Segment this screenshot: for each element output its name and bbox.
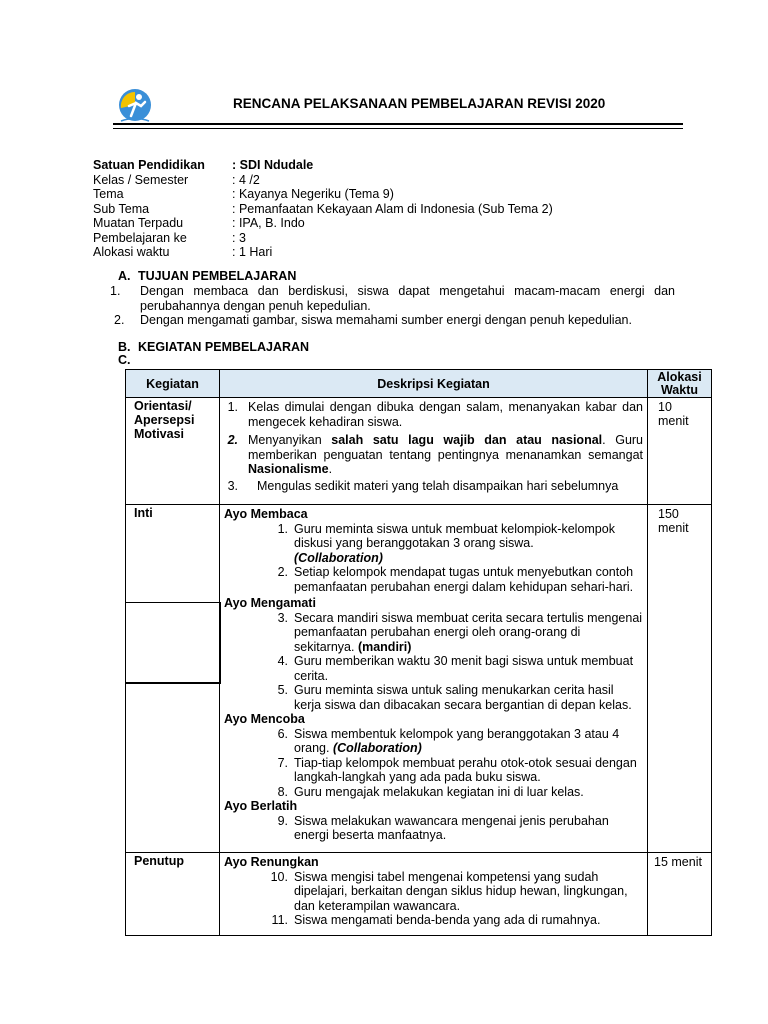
identity-row [93,158,553,173]
item-text: Menyanyikan [248,433,332,447]
identity-row [93,245,553,260]
section-b-title: KEGIATAN PEMBELAJARAN [138,340,310,354]
item-number: 2. [227,433,238,447]
identity-label: Pembelajaran ke [93,230,187,245]
identity-row [93,216,553,231]
empty-subcell [125,662,221,683]
item-text: Siswa membentuk kelompok yang beranggotakan 3 atau 4 orang. [294,726,620,755]
list-item [224,870,643,914]
alokasi-value: 15 menit [654,855,702,869]
item-number: 1. [277,521,288,536]
list-item [224,522,643,566]
identity-label: Muatan Terpadu [93,216,184,230]
identity-row [93,187,553,202]
item-number: 10. [270,869,288,884]
header-deskripsi: Deskripsi Kegiatan [220,370,648,398]
list-item [224,433,643,477]
list-item [224,785,643,800]
subsection-title: Ayo Renungkan [224,855,319,869]
table-row-penutup [126,853,712,936]
alokasi-value: 10 menit [658,400,689,428]
kegiatan-label: Penutup [134,854,184,868]
item-tag: (Collaboration) [294,550,383,565]
deskripsi-cell [220,853,648,936]
kegiatan-label: Inti [134,506,153,520]
header-alokasi: Alokasi Waktu [648,370,712,398]
subsection-title: Ayo Mencoba [224,712,305,726]
item-text: Guru mengajak melakukan kegiatan ini di luar kelas. [294,784,584,799]
item-text: . [328,462,333,476]
list-item [224,683,643,712]
identity-value: : 4 /2 [232,172,260,187]
list-item [224,913,643,928]
objective-number: 2. [114,313,125,327]
section-a-title: TUJUAN PEMBELAJARAN [138,269,297,283]
identity-value: : Pemanfaatan Kekayaan Alam di Indonesia (Sub Tema 2) [232,201,553,216]
identity-label: Sub Tema [93,201,150,216]
identity-label: Satuan Pendidikan [93,158,205,172]
objective-item [110,313,675,328]
section-c-letter: C. [118,353,131,367]
alokasi-cell [648,505,712,853]
list-item [224,611,643,655]
identity-value: : 3 [232,230,246,245]
list-item [224,479,643,494]
identity-row [93,231,553,246]
header-rule-thin [113,128,683,129]
item-text: Guru meminta siswa untuk saling menukarkan cerita hasil kerja siswa dan dibacakan secara bergantian di depan kelas. [294,683,632,712]
item-text: Guru memberikan waktu 30 menit bagi siswa untuk membuat cerita. [294,654,634,683]
identity-value: : Kayanya Negeriku (Tema 9) [232,187,394,201]
item-number: 8. [277,784,288,799]
item-text: Guru meminta siswa untuk membuat kelompiok-kelompok diskusi yang beranggotakan 3 orang siswa. [294,521,615,550]
subsection-title: Ayo Mengamati [224,596,316,610]
item-number: 5. [277,683,288,697]
identity-value: : 1 Hari [232,245,273,259]
identity-label: Alokasi waktu [93,245,170,259]
list-item [224,727,643,756]
header-rule-thick [113,123,683,125]
item-number: 2. [277,565,288,579]
table-row-inti [126,505,712,853]
kegiatan-label: Orientasi/ Apersepsi Motivasi [134,399,195,441]
subsection-title: Ayo Berlatih [224,799,298,813]
identity-value: : IPA, B. Indo [232,216,305,230]
alokasi-value: 150 menit [658,507,689,535]
list-item [224,400,643,429]
item-text: Secara mandiri siswa membuat cerita secara tertulis mengenai pemanfaatan perubahan energi oleh orang-orang di sekitarnya. [294,610,643,654]
identity-row [93,202,553,217]
subsection-title: Ayo Membaca [224,507,308,521]
item-number: 1. [227,400,238,414]
identity-label: Tema [93,187,124,201]
identity-row [93,173,553,188]
list-item [224,814,643,843]
kegiatan-cell [126,505,220,853]
item-text: Mengulas sedikit materi yang telah disampaikan hari sebelumnya [257,478,619,493]
item-number: 3. [277,610,288,625]
list-item [224,565,643,594]
objective-item [110,284,675,313]
item-text: . Guru memberikan penguatan tentang pentingnya menanamkan semangat [248,433,644,462]
item-text: Siswa melakukan wawancara mengenai jenis perubahan energi beserta manfaatnya. [294,813,609,842]
item-bold-text: salah satu lagu wajib dan atau nasional [331,433,603,447]
identity-label: Kelas / Semester [93,172,189,187]
item-text: Siswa mengisi tabel mengenai kompetensi yang sudah dipelajari, berkaitan dengan siklus hidup hewan, lingkungan, dan keterampilan wawancara. [294,869,628,913]
tut-wuri-handayani-logo [115,86,155,126]
identity-block [93,158,553,260]
list-item [224,756,643,785]
item-number: 6. [277,726,288,741]
document-title: RENCANA PELAKSANAAN PEMBELAJARAN REVISI 2020 [233,96,606,111]
activities-table [125,369,712,936]
objectives-list [110,284,675,328]
alokasi-cell [648,398,712,505]
identity-value: : SDI Ndudale [232,158,314,172]
table-row-orientasi [126,398,712,505]
objective-number: 1. [110,284,121,298]
item-text: Setiap kelompok mendapat tugas untuk menyebutkan contoh pemanfaatan perubahan energi dalam kehidupan sehari-hari. [294,565,634,594]
header-kegiatan: Kegiatan [126,370,220,398]
kegiatan-cell [126,398,220,505]
item-number: 11. [271,913,288,927]
item-number: 9. [277,813,288,828]
alokasi-cell [648,853,712,936]
objective-text: Dengan mengamati gambar, siswa memahami sumber energi dengan penuh kepedulian. [140,313,632,327]
item-text: Tiap-tiap kelompok membuat perahu otok-otok sesuai dengan langkah-langkah yang ada pada buku siswa. [294,755,637,784]
kegiatan-cell [126,853,220,936]
item-tag: (Collaboration) [332,741,422,755]
item-number: 4. [277,654,288,668]
item-text: Kelas dimulai dengan dibuka dengan salam, menanyakan kabar dan mengecek kehadiran siswa. [248,400,643,429]
item-tag: (mandiri) [357,639,412,654]
item-number: 3. [227,478,238,493]
item-number: 7. [277,755,288,770]
deskripsi-cell [220,398,648,505]
item-text: Siswa mengamati benda-benda yang ada di rumahnya. [294,913,601,927]
list-item [224,654,643,683]
section-a-letter: A. [118,269,131,283]
section-b-letter: B. [118,340,131,354]
section-a-heading [118,269,296,283]
objective-text: Dengan membaca dan berdiskusi, siswa dapat mengetahui macam-macam energi dan perubahannya dengan penuh kepedulian. [140,284,675,313]
section-b-heading [118,340,309,354]
item-bold-text: Nasionalisme [248,462,329,476]
deskripsi-cell [220,505,648,853]
table-header-row [126,370,712,398]
